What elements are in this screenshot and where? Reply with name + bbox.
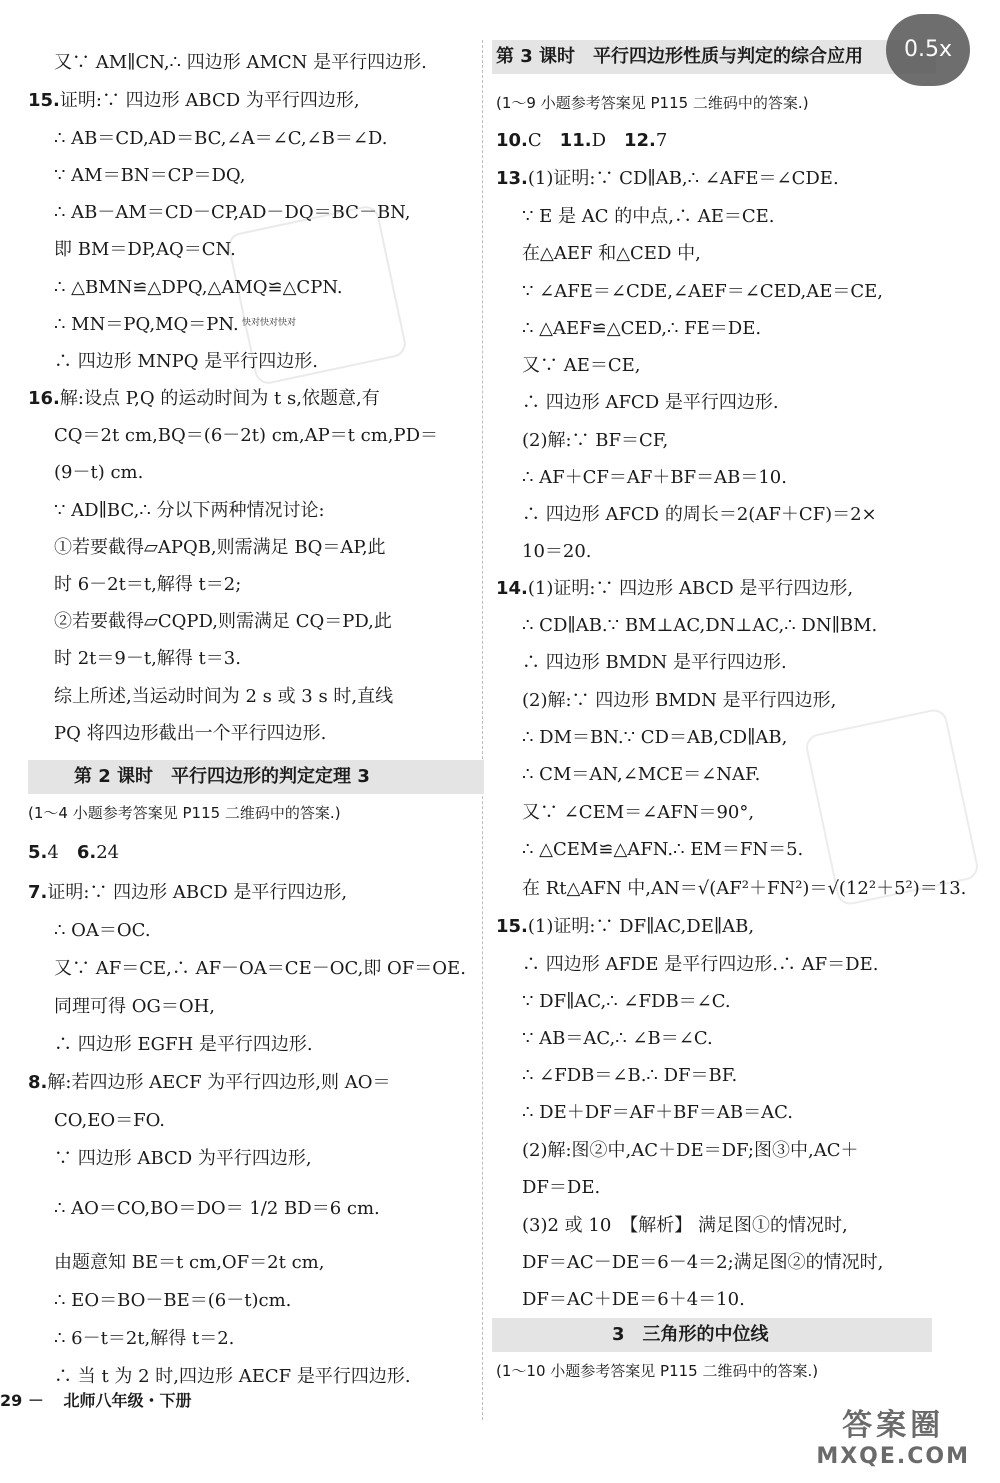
problem-number: 15. bbox=[496, 916, 528, 937]
solution-line bbox=[28, 1364, 411, 1390]
problem-line bbox=[496, 128, 667, 154]
line-text: ①若要截得▱APQB,则需满足 BQ＝AP,此 bbox=[54, 537, 386, 558]
line-text: ∴ AB－AM＝CD－CP,AD－DQ＝BC－BN, bbox=[54, 202, 411, 223]
solution-line bbox=[496, 1026, 713, 1052]
line-text: ∵ 四边形 ABCD 为平行四边形, bbox=[54, 1148, 312, 1169]
line-text: 证明:∵ 四边形 ABCD 为平行四边形, bbox=[59, 90, 360, 111]
solution-line bbox=[28, 312, 239, 338]
problem-number: 11. bbox=[559, 130, 592, 151]
problem-line bbox=[28, 88, 360, 114]
column-divider bbox=[482, 40, 484, 1420]
watermark-title: 答案圈 bbox=[842, 1408, 945, 1443]
line-text: 解:若四边形 AECF 为平行四边形,则 AO＝ bbox=[47, 1072, 391, 1093]
watermark-logo bbox=[816, 1400, 970, 1469]
solution-line bbox=[496, 241, 701, 267]
line-text: 在 Rt△AFN 中,AN＝√(AF²＋FN²)＝√(12²＋5²)＝13. bbox=[522, 878, 967, 899]
line-text: 10＝20. bbox=[522, 541, 592, 562]
solution-line bbox=[496, 539, 592, 565]
line-text: ∴ OA＝OC. bbox=[54, 920, 151, 941]
line-text: (1)证明:∵ CD∥AB,∴ ∠AFE＝∠CDE. bbox=[527, 168, 839, 189]
line-text: CQ＝2t cm,BQ＝(6－2t) cm,AP＝t cm,PD＝ bbox=[54, 425, 439, 446]
line-text: DF＝AC＋DE＝6＋4＝10. bbox=[522, 1289, 745, 1310]
solution-line bbox=[496, 316, 761, 342]
line-text: ∴ AB＝CD,AD＝BC,∠A＝∠C,∠B＝∠D. bbox=[54, 128, 388, 149]
solution-line bbox=[496, 989, 731, 1015]
answer-note: (1～9 小题参考答案见 P115 二维码中的答案.) bbox=[496, 94, 809, 112]
line-text: D bbox=[591, 130, 624, 151]
solution-line bbox=[28, 684, 393, 710]
solution-line bbox=[496, 428, 668, 454]
solution-line bbox=[496, 650, 787, 676]
problem-line bbox=[496, 576, 853, 602]
solution-line bbox=[496, 204, 774, 230]
problem-number: 15. bbox=[28, 90, 60, 111]
problem-line bbox=[28, 840, 119, 866]
line-text: (2)解:图②中,AC＋DE＝DF;图③中,AC＋ bbox=[522, 1140, 859, 1161]
solution-line bbox=[496, 688, 836, 714]
footer-dash: － bbox=[27, 1391, 44, 1410]
line-text: ∴ 四边形 AFDE 是平行四边形.∴ AF＝DE. bbox=[522, 954, 879, 975]
solution-line bbox=[28, 460, 143, 486]
line-text: ∴ △CEM≌△AFN.∴ EM＝FN＝5. bbox=[522, 839, 804, 860]
solution-line bbox=[28, 423, 438, 449]
solution-line bbox=[496, 876, 966, 902]
line-text: 又∵ AF＝CE,∴ AF－OA＝CE－OC,即 OF＝OE. bbox=[54, 958, 466, 979]
solution-line bbox=[496, 1063, 737, 1089]
solution-line bbox=[496, 390, 779, 416]
solution-line bbox=[496, 1250, 883, 1276]
solution-line bbox=[28, 275, 343, 301]
page-number: 29 bbox=[0, 1391, 23, 1410]
solution-line bbox=[28, 237, 236, 263]
solution-line bbox=[28, 535, 386, 561]
problem-number: 6. bbox=[76, 842, 97, 863]
line-text: 时 6－2t＝t,解得 t＝2; bbox=[54, 574, 242, 595]
line-text: ∴ 6－t＝2t,解得 t＝2. bbox=[54, 1328, 235, 1349]
problem-line bbox=[496, 166, 839, 192]
problem-number: 16. bbox=[28, 388, 60, 409]
line-text: 7 bbox=[655, 130, 668, 151]
solution-line bbox=[496, 353, 641, 379]
problem-number: 10. bbox=[496, 130, 528, 151]
line-text: ∴ 四边形 MNPQ 是平行四边形. bbox=[54, 351, 318, 372]
problem-line bbox=[28, 880, 347, 906]
line-text: DF＝AC－DE＝6－4＝2;满足图②的情况时, bbox=[522, 1252, 884, 1273]
book-title: 北师八年级・下册 bbox=[63, 1391, 192, 1410]
solution-line bbox=[28, 1250, 324, 1276]
line-text: ∴ 当 t 为 2 时,四边形 AECF 是平行四边形. bbox=[54, 1366, 411, 1387]
solution-line bbox=[28, 572, 241, 598]
line-text: ∵ ∠AFE＝∠CDE,∠AEF＝∠CED,AE＝CE, bbox=[522, 281, 884, 302]
line-text: ∴ CD∥AB.∵ BM⊥AC,DN⊥AC,∴ DN∥BM. bbox=[522, 615, 878, 636]
solution-line bbox=[496, 613, 877, 639]
line-text: ∴ MN＝PQ,MQ＝PN. bbox=[54, 314, 239, 335]
line-text: 4 bbox=[47, 842, 77, 863]
line-text: 又∵ ∠CEM＝∠AFN＝90°, bbox=[522, 802, 755, 823]
line-text: ∴ ∠FDB＝∠B.∴ DF＝BF. bbox=[522, 1065, 738, 1086]
line-text: ∵ AD∥BC,∴ 分以下两种情况讨论: bbox=[54, 500, 325, 521]
solution-line bbox=[496, 279, 883, 305]
line-text: 又∵ AM∥CN,∴ 四边形 AMCN 是平行四边形. bbox=[54, 52, 427, 73]
problem-line bbox=[496, 914, 754, 940]
solution-line bbox=[496, 465, 787, 491]
solution-line bbox=[496, 725, 787, 751]
line-text: 由题意知 BE＝t cm,OF＝2t cm, bbox=[54, 1252, 325, 1273]
solution-line bbox=[496, 1175, 600, 1201]
line-text: DF＝DE. bbox=[522, 1177, 601, 1198]
line-text: ∴ DE＋DF＝AF＋BF＝AB＝AC. bbox=[522, 1102, 793, 1123]
line-text: ∵ AM＝BN＝CP＝DQ, bbox=[54, 165, 246, 186]
solution-line bbox=[496, 1100, 793, 1126]
line-text: (9－t) cm. bbox=[54, 462, 144, 483]
line-text: ∴ CM＝AN,∠MCE＝∠NAF. bbox=[522, 764, 761, 785]
answer-note: (1～10 小题参考答案见 P115 二维码中的答案.) bbox=[496, 1362, 819, 1380]
line-text: 综上所述,当运动时间为 2 s 或 3 s 时,直线 bbox=[54, 686, 394, 707]
line-text: ∵ DF∥AC,∴ ∠FDB＝∠C. bbox=[522, 991, 731, 1012]
problem-number: 12. bbox=[624, 130, 656, 151]
line-text: ②若要截得▱CQPD,则需满足 CQ＝PD,此 bbox=[54, 611, 392, 632]
section-heading: 第 2 课时 平行四边形的判定定理 3 bbox=[28, 760, 484, 794]
zoom-badge[interactable]: 0.5x bbox=[886, 14, 970, 86]
problem-number: 14. bbox=[496, 578, 528, 599]
solution-line bbox=[28, 126, 387, 152]
section-heading: 第 3 课时 平行四边形性质与判定的综合应用 bbox=[492, 40, 936, 74]
problem-number: 8. bbox=[28, 1072, 48, 1093]
stamp-text: 快对快对快对 bbox=[242, 318, 297, 328]
line-text: PQ 将四边形截出一个平行四边形. bbox=[54, 723, 327, 744]
solution-line bbox=[28, 721, 326, 747]
problem-line bbox=[28, 386, 380, 412]
line-text: ∴ 四边形 AFCD 的周长＝2(AF＋CF)＝2× bbox=[522, 504, 877, 525]
line-text: ∴ AF＋CF＝AF＋BF＝AB＝10. bbox=[522, 467, 787, 488]
problem-number: 13. bbox=[496, 168, 528, 189]
line-text: ∴ EO＝BO－BE＝(6－t)cm. bbox=[54, 1290, 292, 1311]
solution-line bbox=[28, 1288, 291, 1314]
line-text: ∴ AO＝CO,BO＝DO＝ 1/2 BD＝6 cm. bbox=[54, 1198, 380, 1219]
line-text: 在△AEF 和△CED 中, bbox=[522, 243, 701, 264]
solution-line bbox=[28, 956, 466, 982]
solution-line bbox=[28, 349, 318, 375]
solution-line bbox=[28, 50, 427, 76]
solution-line bbox=[28, 646, 241, 672]
line-text: ∴ △BMN≌△DPQ,△AMQ≌△CPN. bbox=[54, 277, 343, 298]
solution-line bbox=[28, 994, 215, 1020]
page-footer bbox=[0, 1388, 191, 1411]
solution-line bbox=[28, 163, 245, 189]
solution-line bbox=[496, 1213, 848, 1239]
solution-line bbox=[28, 200, 411, 226]
solution-line bbox=[496, 837, 803, 863]
line-text: ∵ E 是 AC 的中点,∴ AE＝CE. bbox=[522, 206, 775, 227]
line-text: ∵ AB＝AC,∴ ∠B＝∠C. bbox=[522, 1028, 713, 1049]
line-text: C bbox=[527, 130, 560, 151]
solution-line bbox=[496, 762, 760, 788]
solution-line bbox=[496, 800, 754, 826]
problem-line bbox=[28, 1070, 390, 1096]
line-text: CO,EO＝FO. bbox=[54, 1110, 166, 1131]
solution-line bbox=[28, 1326, 234, 1352]
line-text: ∴ 四边形 AFCD 是平行四边形. bbox=[522, 392, 779, 413]
answer-note: (1～4 小题参考答案见 P115 二维码中的答案.) bbox=[28, 804, 341, 822]
line-text: (1)证明:∵ 四边形 ABCD 是平行四边形, bbox=[527, 578, 854, 599]
line-text: 时 2t＝9－t,解得 t＝3. bbox=[54, 648, 241, 669]
solution-line bbox=[496, 502, 877, 528]
line-text: 证明:∵ 四边形 ABCD 是平行四边形, bbox=[47, 882, 348, 903]
solution-line bbox=[28, 1196, 380, 1222]
solution-line bbox=[496, 1287, 745, 1313]
line-text: (2)解:∵ 四边形 BMDN 是平行四边形, bbox=[522, 690, 837, 711]
solution-line bbox=[496, 1138, 858, 1164]
line-text: (2)解:∵ BF＝CF, bbox=[522, 430, 669, 451]
line-text: 又∵ AE＝CE, bbox=[522, 355, 641, 376]
problem-number: 7. bbox=[28, 882, 48, 903]
line-text: ∴ DM＝BN.∵ CD＝AB,CD∥AB, bbox=[522, 727, 788, 748]
line-text: 即 BM＝DP,AQ＝CN. bbox=[54, 239, 236, 260]
line-text: 24 bbox=[96, 842, 120, 863]
solution-line bbox=[28, 1146, 312, 1172]
line-text: ∴ 四边形 BMDN 是平行四边形. bbox=[522, 652, 787, 673]
solution-line bbox=[28, 1108, 165, 1134]
solution-line bbox=[28, 498, 325, 524]
line-text: ∴ △AEF≌△CED,∴ FE＝DE. bbox=[522, 318, 762, 339]
solution-line bbox=[28, 1032, 313, 1058]
solution-line bbox=[496, 952, 878, 978]
line-text: (3)2 或 10 【解析】 满足图①的情况时, bbox=[522, 1215, 848, 1236]
watermark-url: MXQE.COM bbox=[816, 1444, 970, 1469]
section-heading: 3 三角形的中位线 bbox=[492, 1318, 932, 1352]
solution-line bbox=[28, 609, 392, 635]
line-text: 同理可得 OG＝OH, bbox=[54, 996, 216, 1017]
line-text: (1)证明:∵ DF∥AC,DE∥AB, bbox=[527, 916, 755, 937]
line-text: ∴ 四边形 EGFH 是平行四边形. bbox=[54, 1034, 313, 1055]
problem-number: 5. bbox=[28, 842, 48, 863]
line-text: 解:设点 P,Q 的运动时间为 t s,依题意,有 bbox=[59, 388, 380, 409]
solution-line bbox=[28, 918, 151, 944]
